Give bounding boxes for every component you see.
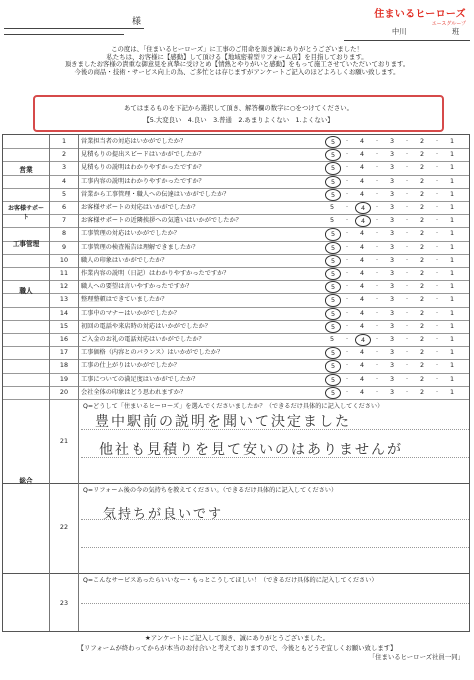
rating-option-1[interactable]: 1: [449, 269, 455, 277]
rating-option-5[interactable]: 5: [325, 162, 341, 174]
question-row: [3, 214, 469, 228]
rating-option-5[interactable]: 5: [325, 176, 341, 188]
rating-option-2[interactable]: 2: [419, 176, 425, 185]
rating-option-4[interactable]: 4: [359, 229, 365, 238]
category-sogo: 総合: [19, 477, 33, 485]
intro-line-1: この度は、「住まいるヒーローズ」に工事のご用命を頂き誠にありがとうございました！: [111, 45, 363, 53]
handwritten-answer-2: 他社も見積りを見て安いのはありませんが: [99, 442, 403, 458]
rating-option-3[interactable]: 3: [389, 242, 395, 251]
scale-separator: ·: [435, 229, 439, 238]
rating-option-2[interactable]: 2: [419, 242, 425, 251]
rating-option-2[interactable]: 2: [419, 150, 425, 159]
staff-field: [344, 24, 470, 38]
rating-option-3[interactable]: 3: [389, 282, 395, 291]
rating-option-3[interactable]: 3: [389, 361, 395, 370]
scale-separator: ·: [405, 216, 409, 225]
scale-separator: ·: [435, 295, 439, 304]
rating-option-5[interactable]: 5: [325, 294, 341, 306]
question-number: 15: [49, 320, 79, 333]
rating-option-4[interactable]: 4: [359, 295, 365, 304]
question-number: 5: [49, 188, 79, 201]
logo-text: 住まいるヒーローズ: [374, 9, 466, 20]
question-number: 10: [49, 254, 79, 267]
rating-option-4[interactable]: 4: [355, 215, 371, 227]
question-number: 3: [49, 161, 79, 174]
rating-option-1[interactable]: 1: [449, 242, 455, 251]
rating-option-1[interactable]: 1: [449, 361, 455, 370]
question-row: [3, 267, 469, 281]
scale-separator: ·: [375, 189, 379, 198]
category-koji: 工事管理: [12, 240, 40, 248]
rating-option-1[interactable]: 1: [449, 163, 455, 172]
footer-line-2: 【リフォームが終わってからが本当のお付合いと考えておりますので、今後ともどうぞ宜しくお願い致します】: [77, 643, 397, 652]
question-number: 12: [49, 280, 79, 293]
rating-scale: [321, 293, 467, 306]
scale-separator: ·: [375, 176, 379, 185]
rating-option-1[interactable]: 1: [449, 387, 455, 396]
scale-separator: ·: [345, 348, 349, 357]
intro-line-2: 私たちは、お客様に【感動】して頂ける【地域密着型リフォーム店】を目指しております。: [106, 52, 368, 61]
rating-option-3[interactable]: 3: [389, 176, 395, 185]
scale-separator: ·: [435, 150, 439, 159]
scale-separator: ·: [375, 361, 379, 370]
scale-separator: ·: [435, 335, 439, 343]
category-shokunin: 職人: [19, 287, 33, 295]
rating-option-1[interactable]: 1: [449, 137, 455, 145]
rating-option-5[interactable]: 5: [325, 149, 341, 161]
scale-separator: ·: [375, 387, 379, 396]
rating-option-5[interactable]: 5: [325, 268, 341, 280]
rating-option-2[interactable]: 2: [419, 335, 425, 343]
rating-option-3[interactable]: 3: [389, 163, 395, 172]
question-text: お客様サポートの対応はいかがでしたか？: [81, 204, 199, 211]
scale-separator: ·: [435, 321, 439, 330]
question-text: 整理整頓はできていましたか？: [81, 296, 168, 304]
scale-separator: ·: [405, 308, 409, 317]
rating-option-1[interactable]: 1: [449, 295, 455, 304]
rating-option-3[interactable]: 3: [389, 269, 395, 277]
rating-option-2[interactable]: 2: [419, 229, 425, 238]
rating-option-2[interactable]: 2: [419, 137, 425, 145]
rating-option-3[interactable]: 3: [389, 189, 395, 198]
rating-option-2[interactable]: 2: [419, 255, 425, 264]
scale-separator: ·: [375, 203, 379, 211]
question-text: 営業担当者の対応はいかがでしたか？: [81, 138, 187, 145]
rating-scale: [321, 161, 467, 174]
scale-separator: ·: [405, 242, 409, 251]
rating-scale: [321, 320, 467, 333]
question-text: 会社全体の印象はどう思われますか？: [81, 388, 187, 396]
logo-sub: エースグループ: [431, 21, 466, 27]
question-number: 2: [49, 148, 79, 161]
scale-separator: ·: [405, 150, 409, 159]
question-text: ご入金のお礼の電話対応はいかがでしたか？: [81, 336, 205, 343]
rating-option-1[interactable]: 1: [449, 374, 455, 383]
instruction-line-1: あてはまるものを下記から選択して頂き、解答欄の数字に○をつけてください。: [124, 104, 353, 112]
rating-option-4[interactable]: 4: [359, 189, 365, 198]
rating-option-1[interactable]: 1: [449, 150, 455, 159]
rating-option-4[interactable]: 4: [359, 361, 365, 370]
question-number: 7: [49, 214, 79, 227]
scale-separator: ·: [435, 387, 439, 396]
rating-option-2[interactable]: 2: [419, 216, 425, 225]
question-row: [3, 135, 469, 149]
scale-separator: ·: [345, 374, 349, 383]
rating-option-1[interactable]: 1: [449, 229, 455, 238]
question-row: [3, 320, 469, 334]
rating-scale: [321, 135, 467, 148]
rating-option-1[interactable]: 1: [449, 335, 455, 343]
scale-separator: ·: [435, 255, 439, 264]
scale-separator: ·: [435, 269, 439, 277]
scale-separator: ·: [405, 335, 409, 343]
question-text: 見積もりの提出スピードはいかがでしたか？: [81, 151, 205, 159]
rating-option-3[interactable]: 3: [389, 255, 395, 264]
question-number: 23: [49, 573, 79, 631]
scale-separator: ·: [435, 374, 439, 383]
salutation: 様: [132, 17, 142, 27]
rating-option-2[interactable]: 2: [419, 308, 425, 317]
question-number: 14: [49, 307, 79, 320]
rating-option-3[interactable]: 3: [389, 321, 395, 330]
question-row: [3, 254, 469, 268]
rating-option-4[interactable]: 4: [359, 321, 365, 330]
rating-scale: [321, 280, 467, 293]
rating-option-3[interactable]: 3: [389, 137, 395, 145]
question-row: [3, 386, 469, 400]
rating-option-5[interactable]: 5: [329, 335, 335, 343]
scale-separator: ·: [345, 242, 349, 251]
scale-separator: ·: [345, 137, 349, 145]
rating-option-5[interactable]: 5: [325, 308, 341, 320]
scale-separator: ·: [375, 150, 379, 159]
scale-separator: ·: [375, 321, 379, 330]
question-text: Q=こんなサービスあったらいいな～・もっとこうしてほしい！（できるだけ具体的に記入してください）: [83, 577, 378, 584]
rating-option-4[interactable]: 4: [359, 255, 365, 264]
scale-separator: ·: [435, 216, 439, 225]
scale-separator: ·: [345, 335, 349, 343]
scale-separator: ·: [375, 137, 379, 145]
rating-option-5[interactable]: 5: [325, 360, 341, 372]
scale-separator: ·: [375, 242, 379, 251]
scale-separator: ·: [435, 137, 439, 145]
scale-separator: ·: [345, 229, 349, 238]
scale-separator: ·: [435, 203, 439, 211]
scale-separator: ·: [435, 242, 439, 251]
rating-option-3[interactable]: 3: [389, 203, 395, 211]
rating-option-4[interactable]: 4: [359, 308, 365, 317]
intro-line-4: 今後の商品・技術・サービス向上の為、ご多忙とは存じますがアンケートご記入のほどよろしくお願い致します。: [74, 68, 400, 77]
rating-option-4[interactable]: 4: [359, 137, 365, 145]
scale-separator: ·: [375, 229, 379, 238]
category-support: お客様サポート: [7, 205, 44, 221]
rating-option-2[interactable]: 2: [419, 203, 425, 211]
question-number: 9: [49, 241, 79, 254]
rating-option-5[interactable]: 5: [325, 136, 341, 148]
scale-separator: ·: [345, 255, 349, 264]
question-number: 6: [49, 201, 79, 214]
rating-option-2[interactable]: 2: [419, 348, 425, 357]
question-row: [3, 373, 469, 387]
question-row: [3, 201, 469, 215]
rating-option-2[interactable]: 2: [419, 163, 425, 172]
question-number: 11: [49, 267, 79, 280]
scale-separator: ·: [375, 335, 379, 343]
rating-scale: [321, 373, 467, 386]
rating-scale: [321, 267, 467, 280]
question-row: [3, 307, 469, 321]
rating-option-5[interactable]: 5: [325, 255, 341, 267]
question-number: 4: [49, 175, 79, 188]
rating-scale: [321, 175, 467, 188]
rating-scale: [321, 201, 467, 214]
scale-separator: ·: [405, 295, 409, 304]
question-number: 20: [49, 386, 79, 399]
question-number: 21: [49, 399, 79, 483]
scale-separator: ·: [405, 229, 409, 238]
question-text: 営業から工事管理・職人への伝達はいかがでしたか？: [81, 190, 230, 198]
question-number: 8: [49, 227, 79, 240]
rating-option-5[interactable]: 5: [325, 228, 341, 240]
scale-separator: ·: [435, 348, 439, 357]
rating-option-5[interactable]: 5: [325, 321, 341, 333]
question-row: [3, 241, 469, 255]
staff-name: 中川: [392, 27, 407, 36]
scale-separator: ·: [405, 163, 409, 172]
rating-scale: [321, 227, 467, 240]
rating-option-5[interactable]: 5: [325, 374, 341, 386]
question-text: 職人への要望は言いやすかったですか？: [81, 283, 193, 291]
rating-option-2[interactable]: 2: [419, 361, 425, 370]
scale-separator: ·: [345, 308, 349, 317]
rating-scale: [321, 254, 467, 267]
rating-option-4[interactable]: 4: [355, 202, 371, 214]
scale-separator: ·: [405, 374, 409, 383]
scale-separator: ·: [405, 269, 409, 277]
scale-separator: ·: [345, 361, 349, 370]
scale-separator: ·: [345, 387, 349, 396]
rating-scale: [321, 241, 467, 254]
rating-option-3[interactable]: 3: [389, 295, 395, 304]
scale-separator: ·: [435, 189, 439, 198]
scale-separator: ·: [375, 374, 379, 383]
rating-option-1[interactable]: 1: [449, 203, 455, 211]
rating-option-3[interactable]: 3: [389, 150, 395, 159]
rating-option-2[interactable]: 2: [419, 189, 425, 198]
scale-separator: ·: [375, 295, 379, 304]
rating-option-2[interactable]: 2: [419, 374, 425, 383]
intro-text: [4, 46, 470, 77]
scale-separator: ·: [405, 282, 409, 291]
scale-separator: ·: [375, 255, 379, 264]
scale-separator: ·: [345, 203, 349, 211]
scale-separator: ·: [405, 387, 409, 396]
rating-option-2[interactable]: 2: [419, 295, 425, 304]
handwritten-answer-1: 豊中駅前の説明を聞いて決定ました: [95, 414, 351, 430]
rating-option-2[interactable]: 2: [419, 269, 425, 277]
rating-option-1[interactable]: 1: [449, 255, 455, 264]
open-question-23: [3, 573, 469, 631]
scale-separator: ·: [375, 163, 379, 172]
scale-separator: ·: [435, 176, 439, 185]
scale-separator: ·: [375, 308, 379, 317]
question-text: 工事管理の検査報告は理解できましたか？: [81, 243, 199, 251]
question-text: Q=どうして「住まいるヒーローズ」を選んでくださいましたか？（できるだけ具体的に記入してください）: [83, 403, 384, 410]
question-row: [3, 293, 469, 307]
footer-line-1: ★アンケートにご記入して頂き、誠にありがとうございました。: [144, 634, 330, 642]
scale-separator: ·: [345, 269, 349, 277]
rating-option-4[interactable]: 4: [359, 150, 365, 159]
question-row: [3, 346, 469, 360]
rating-option-5[interactable]: 5: [329, 216, 335, 225]
rating-scale: [321, 148, 467, 161]
open-question-21: [3, 399, 469, 484]
scale-separator: ·: [345, 295, 349, 304]
company-logo: [374, 2, 466, 27]
question-row: [3, 188, 469, 202]
rating-option-4[interactable]: 4: [359, 374, 365, 383]
rating-option-1[interactable]: 1: [449, 321, 455, 330]
category-eigyo: 営業: [19, 166, 33, 174]
scale-separator: ·: [345, 163, 349, 172]
rating-option-3[interactable]: 3: [389, 308, 395, 317]
rating-scale: [321, 214, 467, 227]
rating-option-5[interactable]: 5: [325, 347, 341, 359]
rating-option-4[interactable]: 4: [359, 387, 365, 396]
footer: [4, 635, 470, 662]
question-text: 職人の印象はいかがでしたか？: [81, 256, 168, 264]
question-text: 見積もりの説明はわかりやすかったですか？: [81, 164, 205, 172]
scale-separator: ·: [405, 137, 409, 145]
scale-separator: ·: [375, 216, 379, 225]
question-row: [3, 333, 469, 347]
question-text: 工事管理の対応はいかがでしたか？: [81, 230, 180, 238]
scale-separator: ·: [435, 361, 439, 370]
scale-separator: ·: [375, 269, 379, 277]
question-text: 作業内容の説明（日記）はわかりやすかったですか？: [81, 270, 230, 277]
rating-option-4[interactable]: 4: [359, 269, 365, 277]
rating-scale: [321, 386, 467, 399]
rating-option-4[interactable]: 4: [359, 242, 365, 251]
question-text: 工事についての満足度はいかがでしたか？: [81, 375, 199, 383]
rating-option-1[interactable]: 1: [449, 189, 455, 198]
question-text: 工事価格（内容とのバランス）はいかがでしたか？: [81, 349, 224, 357]
rating-option-3[interactable]: 3: [389, 374, 395, 383]
rating-option-3[interactable]: 3: [389, 348, 395, 357]
rating-option-2[interactable]: 2: [419, 387, 425, 396]
rating-option-5[interactable]: 5: [325, 242, 341, 254]
open-question-22: [3, 483, 469, 574]
scale-separator: ·: [345, 321, 349, 330]
scale-separator: ·: [375, 348, 379, 357]
rating-option-3[interactable]: 3: [389, 229, 395, 238]
survey-table: [2, 134, 470, 632]
scale-separator: ·: [405, 255, 409, 264]
rating-option-5[interactable]: 5: [325, 281, 341, 293]
question-row: [3, 175, 469, 189]
question-row: [3, 359, 469, 373]
rating-option-5[interactable]: 5: [325, 387, 341, 399]
question-text: 工事中のマナーはいかがでしたか？: [81, 309, 180, 317]
scale-separator: ·: [435, 163, 439, 172]
rating-option-4[interactable]: 4: [359, 163, 365, 172]
scale-separator: ·: [435, 308, 439, 317]
scale-separator: ·: [345, 150, 349, 159]
rating-scale: [321, 188, 467, 201]
question-text: 工事内容の説明はわかりやすかったですか？: [81, 177, 205, 185]
scale-separator: ·: [405, 176, 409, 185]
scale-separator: ·: [345, 216, 349, 225]
rating-option-4[interactable]: 4: [355, 334, 371, 346]
scale-separator: ·: [405, 361, 409, 370]
question-number: 16: [49, 333, 79, 346]
customer-name-field: [4, 4, 142, 27]
rating-option-1[interactable]: 1: [449, 216, 455, 225]
question-text: 工事の仕上がりはいかがでしたか？: [81, 362, 180, 370]
question-row: [3, 227, 469, 241]
question-text: Q=リフォーム後の今の気持ちを教えてください。（できるだけ具体的に記入してください）: [83, 487, 338, 494]
scale-separator: ·: [345, 189, 349, 198]
footer-line-3: 「住まいるヒーローズ社員一同」: [368, 653, 464, 662]
instruction-line-2: 【5.大変良い 4.良い 3.普通 2.あまりよくない 1.よくない】: [143, 116, 334, 124]
question-row: [3, 280, 469, 294]
rating-scale: [321, 307, 467, 320]
question-number: 1: [49, 135, 79, 148]
scale-separator: ·: [405, 189, 409, 198]
scale-separator: ·: [345, 282, 349, 291]
scale-separator: ·: [345, 176, 349, 185]
question-number: 18: [49, 359, 79, 372]
rating-option-1[interactable]: 1: [449, 348, 455, 357]
question-number: 13: [49, 293, 79, 306]
rating-option-5[interactable]: 5: [325, 189, 341, 201]
staff-group: 班: [452, 27, 460, 36]
scale-separator: ·: [405, 348, 409, 357]
question-number: 22: [49, 483, 79, 573]
rating-option-1[interactable]: 1: [449, 176, 455, 185]
rating-option-4[interactable]: 4: [359, 348, 365, 357]
scale-separator: ·: [435, 282, 439, 291]
rating-scale: [321, 346, 467, 359]
question-row: [3, 161, 469, 175]
rating-option-5[interactable]: 5: [329, 203, 335, 211]
rating-option-2[interactable]: 2: [419, 282, 425, 291]
rating-option-2[interactable]: 2: [419, 321, 425, 330]
rating-option-3[interactable]: 3: [389, 216, 395, 225]
rating-scale: [321, 359, 467, 372]
rating-option-1[interactable]: 1: [449, 308, 455, 317]
question-text: 初回の電話や来店時の対応はいかがでしたか？: [81, 322, 211, 330]
rating-option-3[interactable]: 3: [389, 387, 395, 396]
rating-option-4[interactable]: 4: [359, 282, 365, 291]
rating-scale: [321, 333, 467, 346]
instruction-box: [33, 95, 444, 132]
rating-option-3[interactable]: 3: [389, 335, 395, 343]
question-number: 17: [49, 346, 79, 359]
scale-separator: ·: [405, 203, 409, 211]
rating-option-4[interactable]: 4: [359, 176, 365, 185]
question-text: お客様サポートの近隣挨拶への気遣いはいかがでしたか？: [81, 217, 242, 225]
scale-separator: ·: [375, 282, 379, 291]
scale-separator: ·: [405, 321, 409, 330]
question-number: 19: [49, 373, 79, 386]
question-row: [3, 148, 469, 162]
handwritten-answer-3: 気持ちが良いです: [103, 507, 224, 522]
intro-line-3: 頂きましたお客様の貴重な御意見を真摯に受けとめ【情熱とやりがいと感動】をもって施工させていただいております。: [64, 60, 410, 69]
rating-option-1[interactable]: 1: [449, 282, 455, 291]
